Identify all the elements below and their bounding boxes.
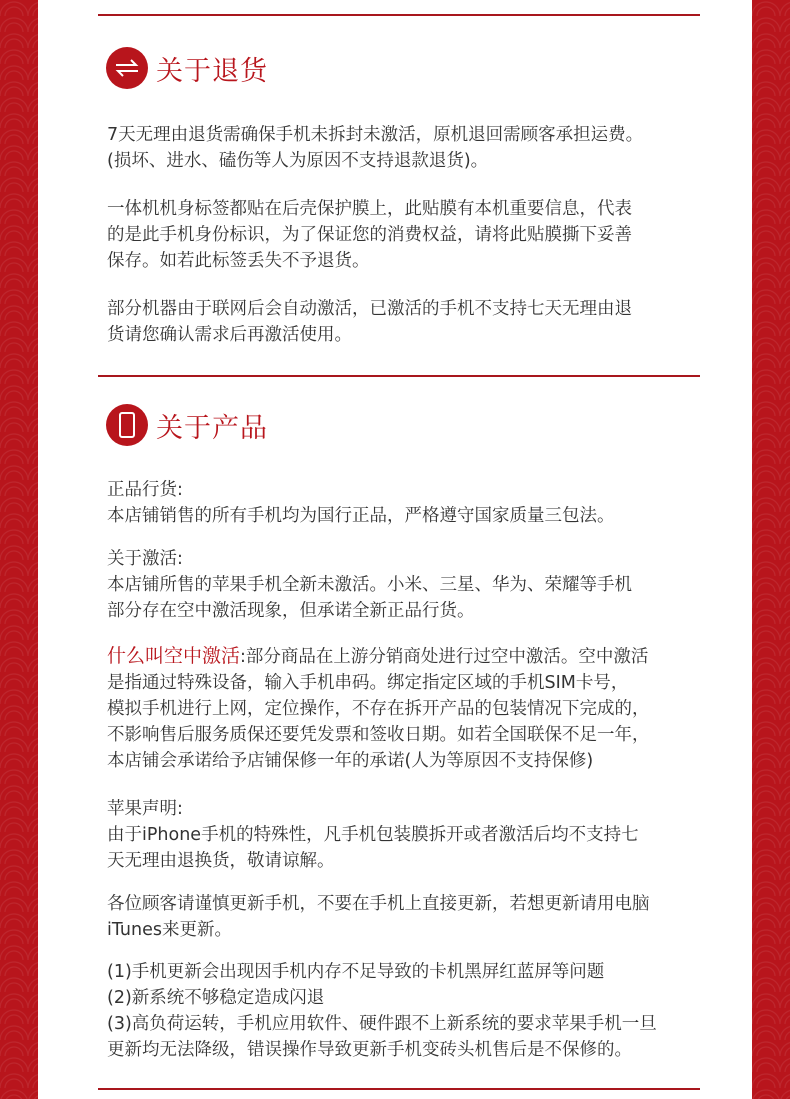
text-line: 部分机器由于联网后会自动激活，已激活的手机不支持七天无理由退 bbox=[107, 299, 632, 319]
product-header bbox=[106, 403, 268, 447]
text-line: 的是此手机身份标识，为了保证您的消费权益，请将此贴膜撕下妥善 bbox=[107, 225, 632, 245]
text-line: iTunes来更新。 bbox=[107, 920, 232, 940]
update-issues-list bbox=[107, 959, 737, 1063]
activation-paragraph bbox=[107, 546, 737, 624]
list-item: (2)新系统不够稳定造成闪退 bbox=[107, 988, 325, 1008]
divider-middle bbox=[98, 375, 700, 377]
text-line: 本店铺会承诺给予店铺保修一年的承诺(人为等原因不支持保修) bbox=[107, 751, 594, 771]
air-activation-text: :部分商品在上游分销商处进行过空中激活。空中激活 bbox=[240, 647, 649, 667]
text-line: 是指通过特殊设备，输入手机串码。绑定指定区域的手机SIM卡号， bbox=[107, 673, 629, 693]
returns-header bbox=[106, 46, 268, 90]
text-line: 由于iPhone手机的特殊性，凡手机包装膜拆开或者激活后均不支持七 bbox=[107, 825, 639, 845]
text-line: 正品行货: bbox=[107, 480, 183, 500]
list-item: (1)手机更新会出现因手机内存不足导致的卡机黑屏红蓝屏等问题 bbox=[107, 962, 605, 982]
text-line: 本店铺所售的苹果手机全新未激活。小米、三星、华为、荣耀等手机 bbox=[107, 575, 632, 595]
exchange-arrows-icon bbox=[106, 47, 148, 89]
text-line: (损坏、进水、磕伤等人为原因不支持退款退货)。 bbox=[107, 151, 489, 171]
divider-top bbox=[98, 14, 700, 16]
right-decorative-border bbox=[752, 0, 790, 1099]
list-item: (3)高负荷运转，手机应用软件、硬件跟不上新系统的要求苹果手机一旦 bbox=[107, 1014, 657, 1034]
text-line: 本店铺销售的所有手机均为国行正品，严格遵守国家质量三包法。 bbox=[107, 506, 615, 526]
phone-icon bbox=[106, 404, 148, 446]
text-line: 不影响售后服务质保还要凭发票和签收日期。如若全国联保不足一年， bbox=[107, 725, 650, 745]
air-activation-label: 什么叫空中激活 bbox=[107, 645, 241, 667]
air-activation-paragraph bbox=[107, 643, 747, 774]
update-paragraph bbox=[107, 891, 737, 943]
left-decorative-border bbox=[0, 0, 38, 1099]
text-line: 天无理由退换货，敬请谅解。 bbox=[107, 851, 335, 871]
apple-statement-paragraph bbox=[107, 796, 737, 874]
text-line: 模拟手机进行上网，定位操作，不存在拆开产品的包装情况下完成的， bbox=[107, 699, 650, 719]
product-title: 关于产品 bbox=[156, 412, 268, 444]
text-line bbox=[107, 643, 747, 670]
text-line: 7天无理由退货需确保手机未拆封未激活，原机退回需顾客承担运费。 bbox=[107, 125, 644, 145]
returns-paragraph-3 bbox=[107, 296, 737, 348]
list-item: 更新均无法降级，错误操作导致更新手机变砖头机售后是不保修的。 bbox=[107, 1040, 632, 1060]
returns-paragraph-1 bbox=[107, 122, 737, 174]
text-line: 部分存在空中激活现象，但承诺全新正品行货。 bbox=[107, 601, 475, 621]
divider-bottom bbox=[98, 1088, 700, 1090]
returns-paragraph-2 bbox=[107, 196, 737, 274]
text-line: 保存。如若此标签丢失不予退货。 bbox=[107, 251, 370, 271]
text-line: 货请您确认需求后再激活使用。 bbox=[107, 325, 352, 345]
text-line: 各位顾客请谨慎更新手机，不要在手机上直接更新，若想更新请用电脑 bbox=[107, 894, 650, 914]
text-line: 苹果声明: bbox=[107, 799, 183, 819]
text-line: 一体机机身标签都贴在后壳保护膜上，此贴膜有本机重要信息，代表 bbox=[107, 199, 632, 219]
returns-title: 关于退货 bbox=[156, 55, 268, 87]
text-line: 关于激活: bbox=[107, 549, 183, 569]
genuine-paragraph bbox=[107, 477, 737, 529]
